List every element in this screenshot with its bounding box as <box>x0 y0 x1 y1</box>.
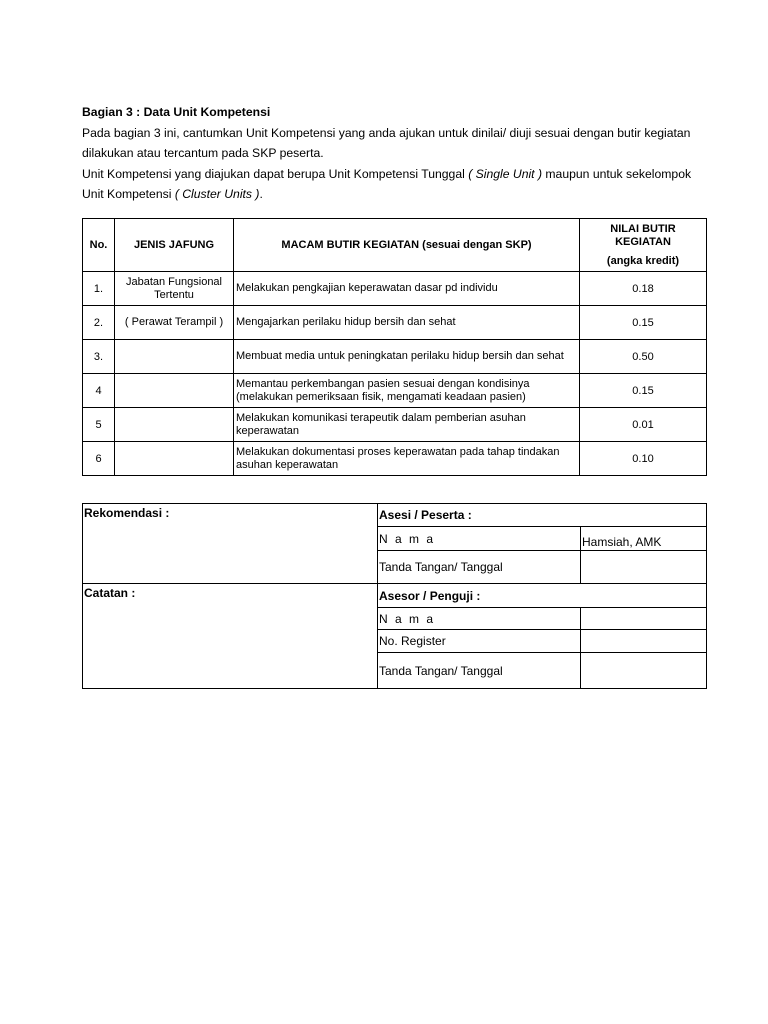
cell-no: 6 <box>83 442 115 476</box>
intro-italic-text: ( Single Unit ) <box>468 166 543 181</box>
cell-jenis <box>115 442 234 476</box>
unit-kompetensi-table <box>82 218 707 476</box>
cell-no: 5 <box>83 408 115 442</box>
cell-no: 2. <box>83 306 115 340</box>
header-nilai-sub: (angka kredit) <box>606 254 680 267</box>
asesor-noreg-field <box>581 630 707 653</box>
header-macam-butir: MACAM BUTIR KEGIATAN (sesuai dengan SKP) <box>234 219 580 272</box>
asesor-noreg-label: No. Register <box>378 630 581 653</box>
table-row <box>83 340 707 374</box>
cell-nilai: 0.10 <box>580 442 707 476</box>
rekomendasi-table <box>82 503 707 689</box>
table-row <box>83 442 707 476</box>
intro-section <box>82 102 712 205</box>
intro-text: . <box>259 187 263 201</box>
section-title: Bagian 3 : Data Unit Kompetensi <box>82 105 271 119</box>
asesor-ttd-field <box>581 653 707 689</box>
asesi-label: Asesi / Peserta : <box>378 504 707 527</box>
intro-italic-text: ( Cluster Units ) <box>174 187 260 201</box>
asesi-ttd-label: Tanda Tangan/ Tanggal <box>378 551 581 584</box>
cell-no: 3. <box>83 340 115 374</box>
table-row <box>83 306 707 340</box>
intro-text: maupun untuk sekelompok Unit Kompetensi <box>82 166 692 201</box>
cell-macam: Mengajarkan perilaku hidup bersih dan sehat <box>234 306 580 340</box>
table-row <box>83 272 707 306</box>
table-row <box>83 374 707 408</box>
cell-jenis: ( Perawat Terampil ) <box>115 306 234 340</box>
cell-nilai: 0.18 <box>580 272 707 306</box>
header-nilai-label: NILAI BUTIR KEGIATAN <box>610 222 676 248</box>
intro-paragraph-1: Pada bagian 3 ini, cantumkan Unit Kompetensi yang anda ajukan untuk dinilai/ diuji sesuai dengan butir kegiatan dilakukan atau tercantum pada SKP peserta. <box>82 125 691 160</box>
asesor-ttd-label: Tanda Tangan/ Tanggal <box>378 653 581 689</box>
cell-jenis <box>115 340 234 374</box>
asesi-ttd-field <box>581 551 707 584</box>
cell-macam: Membuat media untuk peningkatan perilaku hidup bersih dan sehat <box>234 340 580 374</box>
catatan-label: Catatan : <box>83 584 378 689</box>
cell-no: 4 <box>83 374 115 408</box>
table-header-row <box>83 219 707 272</box>
cell-nilai: 0.01 <box>580 408 707 442</box>
asesi-nama-value: Hamsiah, AMK <box>581 527 707 551</box>
header-nilai-butir <box>580 219 707 272</box>
intro-paragraph-2 <box>82 164 712 205</box>
cell-nilai: 0.15 <box>580 374 707 408</box>
header-jenis-jafung: JENIS JAFUNG <box>115 219 234 272</box>
cell-macam: Melakukan pengkajian keperawatan dasar pd individu <box>234 272 580 306</box>
cell-jenis <box>115 408 234 442</box>
asesor-nama-field <box>581 608 707 630</box>
header-no: No. <box>83 219 115 272</box>
cell-macam: Melakukan dokumentasi proses keperawatan pada tahap tindakan asuhan keperawatan <box>234 442 580 476</box>
cell-macam: Melakukan komunikasi terapeutik dalam pemberian asuhan keperawatan <box>234 408 580 442</box>
cell-no: 1. <box>83 272 115 306</box>
cell-jenis: Jabatan Fungsional Tertentu <box>115 272 234 306</box>
rekomendasi-label: Rekomendasi : <box>83 504 378 584</box>
asesor-nama-label: N a m a <box>378 608 581 630</box>
cell-nilai: 0.50 <box>580 340 707 374</box>
asesor-label: Asesor / Penguji : <box>378 584 707 608</box>
intro-text: Unit Kompetensi yang diajukan dapat berupa Unit Kompetensi Tunggal <box>82 166 469 181</box>
asesi-nama-label: N a m a <box>378 527 581 551</box>
cell-nilai: 0.15 <box>580 306 707 340</box>
table-row <box>83 408 707 442</box>
cell-macam: Memantau perkembangan pasien sesuai dengan kondisinya (melakukan pemeriksaan fisik, mengamati keadaan pasien) <box>234 374 580 408</box>
cell-jenis <box>115 374 234 408</box>
